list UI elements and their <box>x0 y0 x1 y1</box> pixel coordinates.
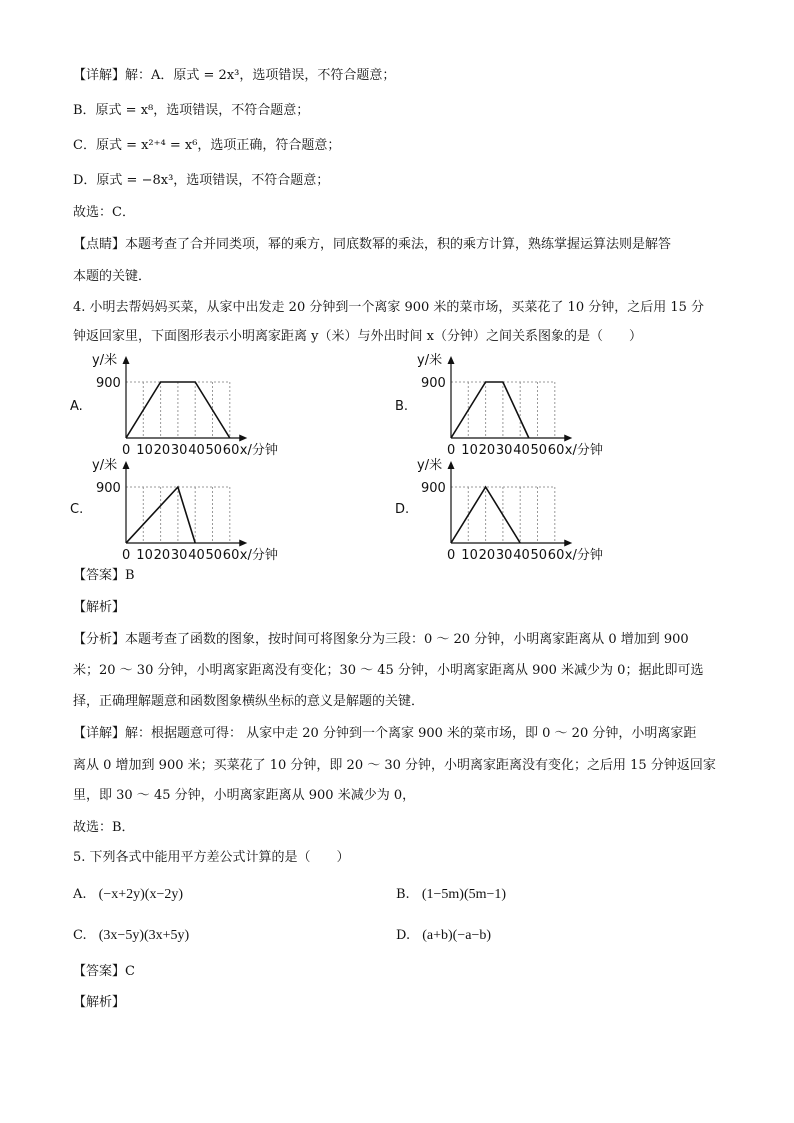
analysis-heading-4: 【解析】 <box>73 600 126 615</box>
y-tick-label: 900 <box>96 481 121 496</box>
option-letter: B. <box>396 887 410 902</box>
x-tick-label: 60 <box>222 548 240 563</box>
x-tick-label: 30 <box>170 548 188 563</box>
y-axis-label: y/米 <box>417 353 443 368</box>
y-axis-arrow <box>123 356 130 364</box>
x-tick-label: 40 <box>513 548 530 563</box>
x-tick-label: 20 <box>153 443 171 458</box>
question-5: 5. 下列各式中能用平方差公式计算的是（ ） <box>73 850 350 865</box>
x-axis-label: x/分钟 <box>239 548 278 563</box>
x-tick-label: 0 <box>447 548 456 563</box>
x-tick-label: 0 <box>447 443 456 458</box>
graph-option-c <box>70 455 300 569</box>
x-tick-label: 50 <box>205 443 223 458</box>
x-tick-label: 50 <box>530 548 548 563</box>
x-tick-label: 60 <box>547 443 565 458</box>
x-tick-label: 30 <box>495 443 513 458</box>
choice-line: 故选：C． <box>73 205 135 220</box>
x-tick-label: 60 <box>547 548 565 563</box>
y-tick-label: 900 <box>421 481 446 496</box>
x-axis-arrow <box>564 435 572 442</box>
detail-line-2: 离从 0 增加到 900 米；买菜花了 10 分钟，即 20 ～ 30 分钟，小明离家距离没有变化；之后用 15 分钟返回家 <box>73 758 716 773</box>
analysis-line-3: 择，正确理解题意和函数图象横纵坐标的意义是解题的关键． <box>73 694 425 709</box>
detail-line-3: 里，即 30 ～ 45 分钟，小明离家距离从 900 米减少为 0， <box>73 788 416 803</box>
x-tick-label: 10 <box>136 548 153 563</box>
detail-choice: 故选：B． <box>73 820 135 835</box>
answer-5: 【答案】C <box>73 964 135 979</box>
analysis-line-2: 米；20 ～ 30 分钟，小明离家距离没有变化；30 ～ 45 分钟，小明离家距离从 900 米减少为 0；据此即可选 <box>73 663 704 678</box>
solution-line-d: D．原式 = −8x³，选项错误，不符合题意； <box>73 173 330 188</box>
graph-option-a <box>70 350 300 464</box>
x-tick-label: 40 <box>188 443 205 458</box>
x-tick-label: 0 <box>122 443 131 458</box>
x-axis-arrow <box>564 540 572 547</box>
option-expression: (a+b)(−a−b) <box>422 928 491 943</box>
y-axis-label: y/米 <box>92 458 118 473</box>
option-label: B. <box>395 399 409 414</box>
x-tick-label: 30 <box>495 548 513 563</box>
x-tick-label: 60 <box>222 443 240 458</box>
solution-line-c: C．原式 = x²⁺⁴ = x⁶，选项正确，符合题意； <box>73 138 341 153</box>
x-tick-label: 0 <box>122 548 131 563</box>
graph-option-d <box>395 455 625 569</box>
option-label: D. <box>395 502 410 517</box>
y-axis-label: y/米 <box>417 458 443 473</box>
question-4-line-1: 4. 小明去帮妈妈买菜，从家中出发走 20 分钟到一个离家 900 米的菜市场，买菜花了 10 分钟，之后用 15 分 <box>73 300 705 315</box>
question-4-line-2: 钟返回家里，下面图形表示小明离家距离 y（米）与外出时间 x（分钟）之间关系图象的是（ ） <box>73 329 642 344</box>
x-tick-label: 20 <box>478 548 496 563</box>
option-letter: C. <box>73 928 87 943</box>
y-tick-label: 900 <box>96 376 121 391</box>
q5-option-b <box>396 886 506 904</box>
y-axis-arrow <box>448 356 455 364</box>
x-tick-label: 40 <box>513 443 530 458</box>
comment-line-2: 本题的关键． <box>73 269 152 284</box>
analysis-line-1: 【分析】本题考查了函数的图象，按时间可将图象分为三段：0 ～ 20 分钟，小明离家距离从 0 增加到 900 <box>73 632 689 647</box>
x-tick-label: 10 <box>136 443 153 458</box>
solution-line-a: 【详解】解：A．原式 = 2x³，选项错误，不符合题意； <box>73 68 396 83</box>
graph-option-b <box>395 350 625 464</box>
x-tick-label: 10 <box>461 443 478 458</box>
x-tick-label: 10 <box>461 548 478 563</box>
q5-option-a <box>73 886 183 904</box>
option-label: C. <box>70 502 84 517</box>
function-line <box>451 382 529 438</box>
x-axis-label: x/分钟 <box>239 443 278 458</box>
y-axis-arrow <box>448 461 455 469</box>
answer-4: 【答案】B <box>73 568 135 583</box>
option-expression: (3x−5y)(3x+5y) <box>98 928 190 943</box>
x-axis-arrow <box>239 435 247 442</box>
q5-option-d <box>396 927 491 945</box>
x-axis-label: x/分钟 <box>564 548 603 563</box>
x-tick-label: 50 <box>530 443 548 458</box>
option-expression: (1−5m)(5m−1) <box>421 887 507 902</box>
q5-option-c <box>73 927 189 945</box>
comment-line-1: 【点睛】本题考查了合并同类项，幂的乘方，同底数幂的乘法，积的乘方计算，熟练掌握运算法则是解答 <box>73 237 672 252</box>
x-tick-label: 20 <box>478 443 496 458</box>
option-expression: (−x+2y)(x−2y) <box>98 887 184 902</box>
analysis-heading-5: 【解析】 <box>73 995 126 1010</box>
x-tick-label: 20 <box>153 548 171 563</box>
y-axis-arrow <box>123 461 130 469</box>
detail-line-1: 【详解】解：根据题意可得： 从家中走 20 分钟到一个离家 900 米的菜市场，即 0 ～ 20 分钟，小明离家距 <box>73 726 697 741</box>
x-axis-label: x/分钟 <box>564 443 603 458</box>
option-label: A. <box>70 399 83 414</box>
option-letter: D. <box>396 928 411 943</box>
x-tick-label: 40 <box>188 548 205 563</box>
x-axis-arrow <box>239 540 247 547</box>
option-letter: A. <box>73 887 87 902</box>
x-tick-label: 50 <box>205 548 223 563</box>
y-tick-label: 900 <box>421 376 446 391</box>
x-tick-label: 30 <box>170 443 188 458</box>
solution-line-b: B．原式 = x⁸，选项错误，不符合题意； <box>73 103 310 118</box>
y-axis-label: y/米 <box>92 353 118 368</box>
